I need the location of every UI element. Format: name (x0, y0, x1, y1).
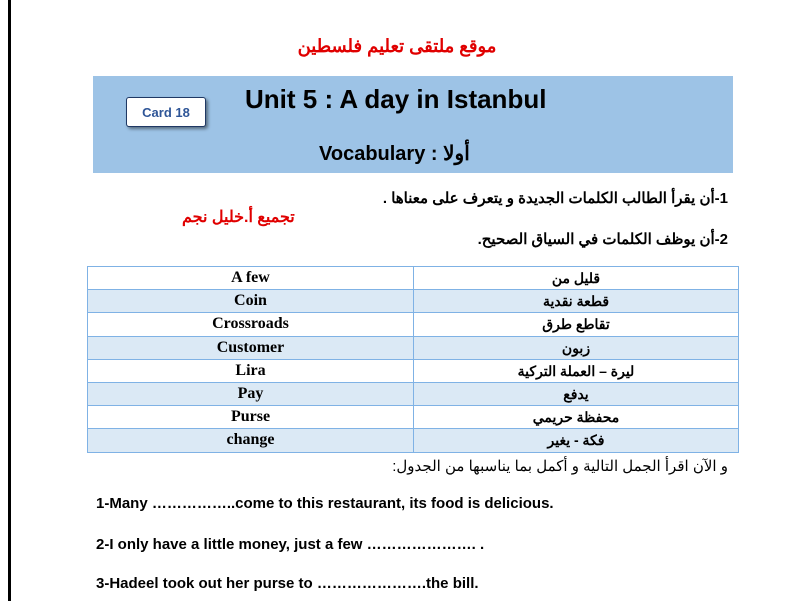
table-row (88, 406, 739, 429)
vocab-english-cell: A few (88, 267, 414, 290)
table-row (88, 382, 739, 405)
exercise-instruction: و الآن اقرأ الجمل التالية و أكمل بما يناسبها من الجدول: (392, 458, 728, 475)
table-row (88, 429, 739, 452)
vocabulary-heading-arabic: أولا (443, 143, 470, 165)
exercise-sentence-3: 3-Hadeel took out her purse to ………………….the bill. (96, 575, 479, 592)
table-row (88, 290, 739, 313)
objective-1: 1-أن يقرأ الطالب الكلمات الجديدة و يتعرف على معناها . (382, 190, 728, 207)
objective-2: 2-أن يوظف الكلمات في السياق الصحيح. (477, 231, 728, 248)
compiler-credit: تجميع أ.خليل نجم (182, 209, 295, 226)
vocabulary-table (87, 266, 739, 453)
site-title: موقع ملتقى تعليم فلسطين (297, 36, 497, 56)
vocab-english-cell: Coin (88, 290, 414, 313)
vocab-arabic-cell: قليل من (414, 267, 739, 290)
exercise-sentence-1: 1-Many ……………..come to this restaurant, its food is delicious. (96, 495, 554, 512)
unit-title: Unit 5 : A day in Istanbul (245, 84, 547, 114)
vocabulary-heading-english: Vocabulary (319, 143, 426, 165)
vocabulary-heading (319, 141, 470, 166)
table-row (88, 313, 739, 336)
vocab-arabic-cell: محفظة حريمي (414, 406, 739, 429)
unit-banner (93, 76, 733, 173)
table-row (88, 359, 739, 382)
table-row (88, 336, 739, 359)
vocab-arabic-cell: قطعة نقدية (414, 290, 739, 313)
table-row (88, 267, 739, 290)
page-left-border (8, 0, 11, 601)
vocab-arabic-cell: فكة - يغير (414, 429, 739, 452)
vocab-english-cell: Pay (88, 382, 414, 405)
vocab-arabic-cell: يدفع (414, 382, 739, 405)
vocab-english-cell: Crossroads (88, 313, 414, 336)
vocab-arabic-cell: ليرة – العملة التركية (414, 359, 739, 382)
exercise-sentence-2: 2-I only have a little money, just a few …………………. . (96, 536, 485, 553)
vocab-arabic-cell: زبون (414, 336, 739, 359)
vocab-english-cell: Lira (88, 359, 414, 382)
vocab-arabic-cell: تقاطع طرق (414, 313, 739, 336)
vocabulary-heading-separator: : (425, 143, 444, 165)
vocab-english-cell: Purse (88, 406, 414, 429)
vocab-english-cell: Customer (88, 336, 414, 359)
vocab-english-cell: change (88, 429, 414, 452)
card-label: Card 18 (126, 97, 206, 127)
